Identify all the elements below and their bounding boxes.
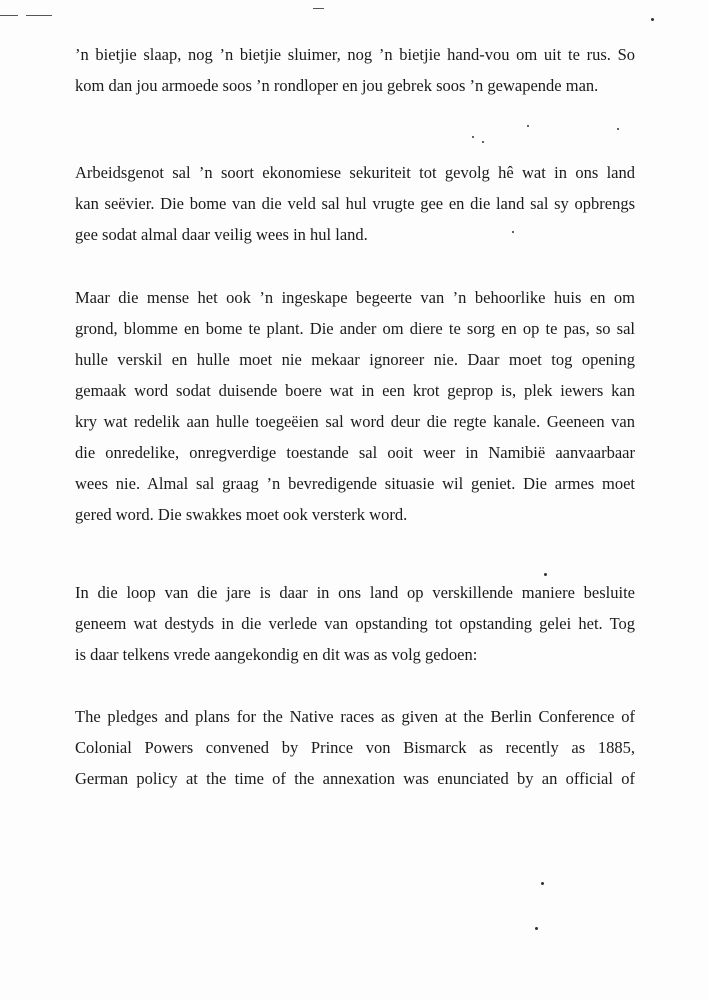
paragraph <box>75 577 635 670</box>
scan-speck <box>472 136 474 138</box>
paragraph <box>75 701 635 794</box>
text-line: kan seëvier. Die bome van die veld sal hul vrugte gee en die land sal sy opbrengs <box>75 194 635 213</box>
text-line: ’n bietjie slaap, nog ’n bietjie sluimer, nog ’n bietjie hand-vou om uit te rus. So <box>75 45 635 64</box>
text-line: grond, blomme en bome te plant. Die ander om diere te sorg en op te pas, so sal <box>75 319 635 338</box>
text-line: Maar die mense het ook ’n ingeskape begeerte van ’n behoorlike huis en om <box>75 288 635 307</box>
text-line: The pledges and plans for the Native races as given at the Berlin Conference of <box>75 707 635 726</box>
text-line: geneem wat destyds in die verlede van opstanding tot opstanding gelei het. Tog <box>75 614 635 633</box>
text-line: Colonial Powers convened by Prince von Bismarck as recently as 1885, <box>75 738 635 757</box>
text-line: kry wat redelik aan hulle toegeëien sal word deur die regte kanale. Geeneen van <box>75 412 635 431</box>
scan-speck <box>617 128 619 130</box>
paragraph <box>75 282 635 530</box>
scan-artifact-line <box>313 8 324 9</box>
text-line: gemaak word sodat duisende boere wat in een krot geprop is, plek iewers kan <box>75 381 635 400</box>
text-line: Arbeidsgenot sal ’n soort ekonomiese sekuriteit tot gevolg hê wat in ons land <box>75 163 635 182</box>
scan-speck <box>544 573 547 576</box>
text-line: kom dan jou armoede soos ’n rondloper en jou gebrek soos ’n gewapende man. <box>75 76 599 95</box>
text-line: is daar telkens vrede aangekondig en dit was as volg gedoen: <box>75 645 478 664</box>
text-line: hulle verskil en hulle moet nie mekaar ignoreer nie. Daar moet tog opening <box>75 350 635 369</box>
scan-speck <box>651 18 654 21</box>
paragraph <box>75 39 635 101</box>
scan-artifact-line <box>26 15 52 16</box>
scan-speck <box>541 882 544 885</box>
scan-speck <box>527 125 529 127</box>
paragraph <box>75 157 635 250</box>
scan-artifact-line <box>0 15 18 16</box>
text-line: German policy at the time of the annexation was enunciated by an official of <box>75 769 635 788</box>
text-line: In die loop van die jare is daar in ons land op verskillende maniere besluite <box>75 583 635 602</box>
text-line: gered word. Die swakkes moet ook versterk word. <box>75 505 408 524</box>
scan-speck <box>482 141 484 143</box>
text-line: die onredelike, onregverdige toestande sal ooit weer in Namibië aanvaarbaar <box>75 443 635 462</box>
text-line: wees nie. Almal sal graag ’n bevredigende situasie wil geniet. Die armes moet <box>75 474 635 493</box>
scan-speck <box>535 927 538 930</box>
text-line: gee sodat almal daar veilig wees in hul land. <box>75 225 368 244</box>
